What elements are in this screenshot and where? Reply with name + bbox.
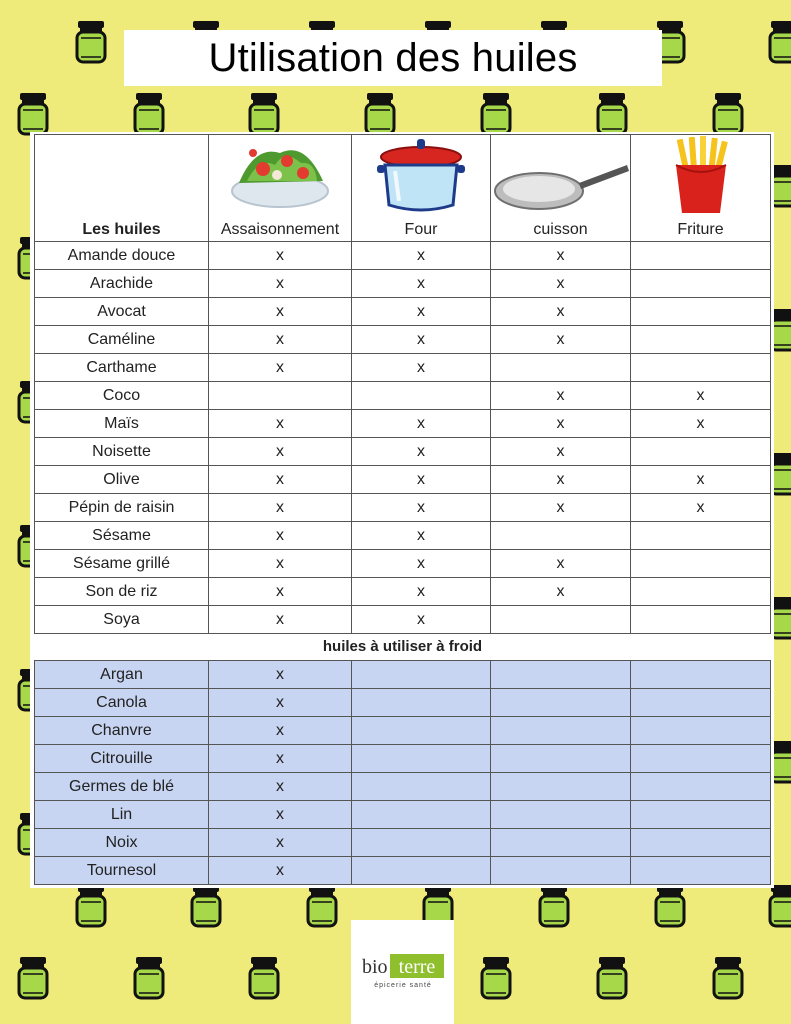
- usage-mark: x: [491, 550, 631, 578]
- oil-name: Canola: [35, 689, 209, 717]
- header-frying-label: Friture: [677, 221, 724, 238]
- table-row: [35, 717, 771, 745]
- jar-icon: [770, 21, 791, 62]
- jar-icon: [308, 885, 336, 926]
- oil-name: Arachide: [35, 270, 209, 298]
- usage-mark: [352, 689, 491, 717]
- table-row: [35, 438, 771, 466]
- jar-icon: [482, 957, 510, 998]
- jar-icon: [77, 885, 105, 926]
- usage-mark: x: [352, 326, 491, 354]
- usage-mark: x: [209, 717, 352, 745]
- usage-mark: x: [631, 494, 771, 522]
- jar-icon: [714, 957, 742, 998]
- usage-mark: x: [631, 382, 771, 410]
- cooking-pot-icon: [373, 135, 469, 215]
- usage-mark: x: [209, 801, 352, 829]
- usage-mark: x: [209, 242, 352, 270]
- oil-name: Noisette: [35, 438, 209, 466]
- logo-terre-text: terre: [390, 954, 444, 978]
- usage-mark: x: [491, 326, 631, 354]
- usage-mark: x: [209, 466, 352, 494]
- header-cooking: [491, 135, 631, 242]
- usage-mark: x: [209, 298, 352, 326]
- oil-name: Sésame grillé: [35, 550, 209, 578]
- page-title: Utilisation des huiles: [208, 35, 578, 80]
- usage-mark: [491, 829, 631, 857]
- jar-icon: [656, 885, 684, 926]
- table-row: [35, 801, 771, 829]
- usage-mark: [631, 578, 771, 606]
- usage-mark: [631, 773, 771, 801]
- oil-name: Carthame: [35, 354, 209, 382]
- table-row: [35, 410, 771, 438]
- usage-mark: [631, 606, 771, 634]
- jar-icon: [598, 957, 626, 998]
- table-row: [35, 578, 771, 606]
- usage-mark: x: [631, 466, 771, 494]
- oil-name: Tournesol: [35, 857, 209, 885]
- oil-name: Citrouille: [35, 745, 209, 773]
- usage-mark: x: [209, 410, 352, 438]
- usage-mark: x: [209, 689, 352, 717]
- usage-mark: [631, 745, 771, 773]
- usage-mark: [631, 354, 771, 382]
- title-banner: [124, 30, 662, 86]
- cold-oils-section-row: [35, 634, 771, 661]
- usage-mark: [631, 550, 771, 578]
- table-row: [35, 689, 771, 717]
- usage-mark: [491, 717, 631, 745]
- table-row: [35, 606, 771, 634]
- usage-mark: [352, 745, 491, 773]
- oil-name: Son de riz: [35, 578, 209, 606]
- jar-icon: [714, 93, 742, 134]
- header-oven-label: Four: [404, 221, 438, 238]
- usage-mark: x: [209, 745, 352, 773]
- table-row: [35, 494, 771, 522]
- usage-mark: x: [491, 242, 631, 270]
- jar-icon: [598, 93, 626, 134]
- jar-icon: [77, 21, 105, 62]
- usage-mark: [491, 801, 631, 829]
- usage-mark: [352, 661, 491, 689]
- oil-usage-sheet: [30, 132, 774, 888]
- usage-mark: [631, 522, 771, 550]
- usage-mark: [352, 382, 491, 410]
- usage-mark: x: [209, 438, 352, 466]
- usage-mark: x: [491, 438, 631, 466]
- oil-name: Lin: [35, 801, 209, 829]
- usage-mark: x: [352, 242, 491, 270]
- usage-mark: x: [352, 354, 491, 382]
- table-row: [35, 745, 771, 773]
- usage-mark: [352, 773, 491, 801]
- logo-bio-text: bio: [362, 956, 388, 978]
- usage-mark: [352, 829, 491, 857]
- usage-mark: x: [209, 522, 352, 550]
- table-row: [35, 773, 771, 801]
- french-fries-icon: [666, 135, 736, 215]
- usage-mark: x: [209, 829, 352, 857]
- usage-mark: x: [209, 354, 352, 382]
- jar-icon: [192, 885, 220, 926]
- oil-name: Pépin de raisin: [35, 494, 209, 522]
- usage-mark: x: [491, 410, 631, 438]
- header-seasoning: [209, 135, 352, 242]
- usage-mark: x: [352, 606, 491, 634]
- usage-mark: x: [352, 578, 491, 606]
- usage-mark: [491, 354, 631, 382]
- table-row: [35, 550, 771, 578]
- table-row: [35, 242, 771, 270]
- usage-mark: x: [491, 466, 631, 494]
- bioterre-logo: [351, 920, 454, 1024]
- table-row: [35, 857, 771, 885]
- jar-icon: [135, 957, 163, 998]
- usage-mark: [631, 857, 771, 885]
- logo-tagline: épicerie santé: [374, 982, 432, 989]
- oil-name: Olive: [35, 466, 209, 494]
- usage-mark: x: [491, 382, 631, 410]
- table-row: [35, 661, 771, 689]
- table-row: [35, 326, 771, 354]
- oil-name: Argan: [35, 661, 209, 689]
- usage-mark: [352, 857, 491, 885]
- usage-mark: x: [491, 270, 631, 298]
- usage-mark: x: [491, 578, 631, 606]
- header-oils: Les huiles: [35, 135, 209, 242]
- usage-mark: x: [352, 522, 491, 550]
- header-oven: [352, 135, 491, 242]
- oil-name: Caméline: [35, 326, 209, 354]
- usage-mark: [631, 661, 771, 689]
- usage-mark: x: [209, 550, 352, 578]
- cold-oils-section-label: huiles à utiliser à froid: [35, 634, 771, 661]
- usage-mark: x: [631, 410, 771, 438]
- table-row: [35, 522, 771, 550]
- usage-mark: x: [352, 298, 491, 326]
- oil-name: Amande douce: [35, 242, 209, 270]
- usage-mark: [491, 745, 631, 773]
- table-header-row: [35, 135, 771, 242]
- usage-mark: x: [352, 270, 491, 298]
- oil-name: Sésame: [35, 522, 209, 550]
- table-row: [35, 466, 771, 494]
- header-seasoning-label: Assaisonnement: [220, 221, 340, 238]
- oil-name: Noix: [35, 829, 209, 857]
- jar-icon: [19, 957, 47, 998]
- table-row: [35, 829, 771, 857]
- jar-icon: [19, 93, 47, 134]
- jar-icon: [540, 885, 568, 926]
- usage-mark: [631, 438, 771, 466]
- oil-name: Maïs: [35, 410, 209, 438]
- oil-name: Soya: [35, 606, 209, 634]
- usage-mark: x: [209, 326, 352, 354]
- oil-usage-table: [34, 134, 771, 885]
- usage-mark: [631, 298, 771, 326]
- table-row: [35, 298, 771, 326]
- usage-mark: x: [352, 410, 491, 438]
- usage-mark: [631, 829, 771, 857]
- frying-pan-icon: [493, 155, 629, 215]
- usage-mark: x: [209, 494, 352, 522]
- usage-mark: [491, 606, 631, 634]
- usage-mark: [491, 522, 631, 550]
- usage-mark: x: [352, 494, 491, 522]
- header-frying: [631, 135, 771, 242]
- usage-mark: x: [209, 661, 352, 689]
- usage-mark: x: [209, 857, 352, 885]
- usage-mark: x: [491, 494, 631, 522]
- table-row: [35, 382, 771, 410]
- usage-mark: x: [209, 773, 352, 801]
- oil-name: Germes de blé: [35, 773, 209, 801]
- usage-mark: [491, 689, 631, 717]
- oil-name: Avocat: [35, 298, 209, 326]
- jar-icon: [366, 93, 394, 134]
- oil-name: Coco: [35, 382, 209, 410]
- usage-mark: [491, 773, 631, 801]
- usage-mark: x: [352, 550, 491, 578]
- jar-icon: [135, 93, 163, 134]
- jar-icon: [250, 957, 278, 998]
- usage-mark: x: [352, 466, 491, 494]
- usage-mark: x: [491, 298, 631, 326]
- usage-mark: [631, 270, 771, 298]
- jar-icon: [482, 93, 510, 134]
- salad-bowl-icon: [225, 135, 335, 215]
- usage-mark: [631, 689, 771, 717]
- usage-mark: [352, 717, 491, 745]
- header-cooking-label: cuisson: [533, 221, 588, 238]
- table-row: [35, 354, 771, 382]
- usage-mark: [631, 717, 771, 745]
- oil-name: Chanvre: [35, 717, 209, 745]
- jar-icon: [250, 93, 278, 134]
- usage-mark: [491, 661, 631, 689]
- usage-mark: x: [209, 578, 352, 606]
- table-row: [35, 270, 771, 298]
- usage-mark: [209, 382, 352, 410]
- usage-mark: [631, 326, 771, 354]
- jar-icon: [770, 885, 791, 926]
- usage-mark: x: [209, 270, 352, 298]
- usage-mark: [491, 857, 631, 885]
- usage-mark: x: [352, 438, 491, 466]
- usage-mark: [352, 801, 491, 829]
- usage-mark: x: [209, 606, 352, 634]
- usage-mark: [631, 242, 771, 270]
- usage-mark: [631, 801, 771, 829]
